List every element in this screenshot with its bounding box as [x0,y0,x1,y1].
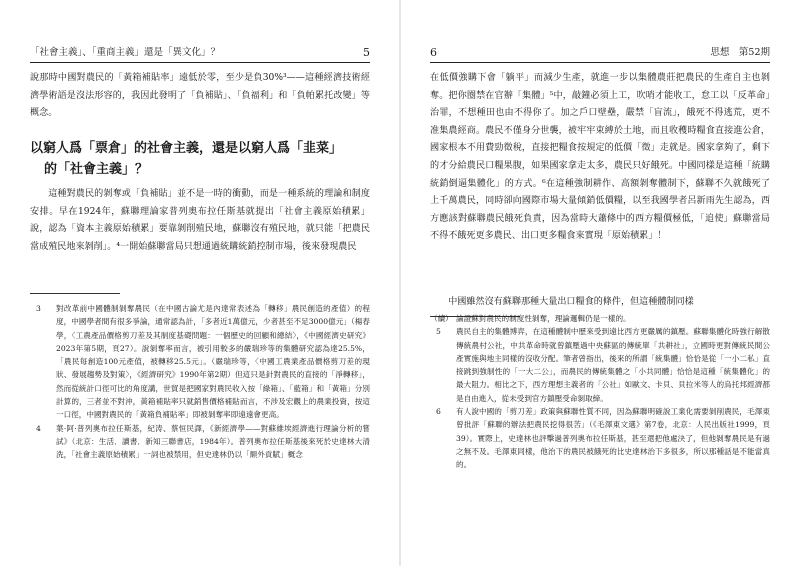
right-main-paragraph: 在低價強購下會「躺平」而減少生產，就進一步以集體農莊把農民的生產自主也剝奪。把你圈禁在官辦「集體」⁵中，敲鐘必須上工，吹哨才能收工，怠工以「反革命」治罪，不想種田也由不得你了。加之戶口壁壘，嚴禁「盲流」，餓死不得逃荒，更不准集農經商。農民不僅身分世襲，被牢牢束縛於土地，而且收穫時糧食直接進公倉，國家根本不用費勁徵稅，直接把糧食按規定的低價「徵」走就是。國家拿夠了，剩下的才分給農民口糧果腹，如果國家拿走太多，農民只好餓死。中國同樣是這種「統購統銷倒逼集體化」的方式。⁶在這種強制耕作、高額剝奪體制下，蘇聯不久就餓死了上千萬農民，同時卻向國際市場大量傾銷低價糧，以至我國學者呂新雨先生認為，西方應該對蘇聯農民餓死負責，因為當時大蕭條中的西方糧價極低，「追使」蘇聯當局不得不餓死更多農民、出口更多糧食來實現「原始積累」！ [430,73,770,242]
footnote [430,405,770,471]
continued-footnote [430,312,770,325]
footnote-number: 5 [436,327,441,337]
right-running-header [430,44,770,63]
left-page [30,0,370,566]
footnote-number: 4 [36,423,41,433]
right-header-title: 思想 第52期 [710,47,770,58]
footnote-text: 對改革前中國體制剝奪農民（在中國古論尤是內達常表述為「轉移」農民創造的產值）的程度，中國學者間有很多爭論，通常認為計，「多者近1萬億元，少者甚至不足3000億元」（楊春學，〈工農產品價格剪刀差及其制度基礎問題：一個歷史的回顧和總結〉，《中國經濟史研究》2023年第5期，頁27）。說剝奪率而言，被引用較多的嚴瑞珍等的集體研究認為達25.5%，「農民每創造100元產值，被轉移25.5元」。（嚴瑞珍等，〈中國工農業產品價格剪刀差的現狀、發展趨勢及對策〉，《經濟研究》1990年第2期）但這只是針對農民的直接的「淨轉移」，然而從統計口徑可比的角度講，世貿是把國家對農民收入按「綠箱」、「藍箱」和「黃箱」分別計算的，三者並不對沖，黃箱補貼率只就銷售價格補貼而言，不涉及宏觀上的農業投資，按這一口徑，中國對農民的「黃箱負補貼率」即被剝奪率即遠遠會更高。 [56,304,370,420]
gutter-shadow [399,0,401,566]
section-heading-line1: 以窮人爲「票倉」的社會主義，還是以窮人爲「韭菜」 [30,141,343,156]
footnote-text: 有人說中國的「剪刀差」政策與蘇聯性質不同，因為蘇聯明確說工業化需要剝削農民，毛澤東曾批評「蘇聯的辦法把農民挖得很苦」（《毛澤東文選》第7卷，北京：人民出版社1999，頁39）。實際上，史達林也評擊過普列奧布拉任斯基，甚至還把他處決了，但他剝奪農民是有過之無不及。毛澤東同樣，他治下的農民被餓死的比史達林治下多很多，所以那種話是不能當真的。 [456,407,770,470]
footnote [30,422,370,462]
left-running-header [30,44,370,63]
footnote-number: 6 [436,407,441,417]
continued-label: （續） [430,314,453,323]
right-page [430,0,770,566]
continued-text: 論證蘇對農民的制度性剝奪，理論邏輯仍是一樣的。 [456,314,631,323]
footnote [30,302,370,422]
footnote-text: 葉·阿·普列奧布拉任斯基，紀涛、蔡恒民譯，《新經濟學——對蘇維埃經濟進行理論分析的嘗試》（北京：生活．讀書．新知三聯書店，1984年）。普列奧布拉任斯基後來死於史達林大清洗，「社會主義原始積累」一詞也被禁用，但史達林仍以「額外貢賦」概念 [56,423,370,460]
section-heading-line2: 的「社會主義」？ [44,162,149,177]
left-page-number: 5 [363,46,370,59]
left-main-paragraph: 這種對農民的剝奪或「負補貼」並不是一時的衝動，而是一種系統的理論和制度安排。早在1924年，蘇聯理論家普列奧布拉任斯基就提出「社會主義原始積累」說，認為「資本主義原始積累」要靠剝削殖民地，蘇聯沒有殖民地，就只能「把農民當成殖民地來剝削」。⁴一開始蘇聯當局只想通過統購統銷控制市場，後來發現農民 [30,189,370,252]
left-footnotes [30,302,370,462]
footnote-number: 3 [36,304,41,313]
footnote-text: 農民自主的集體博弈，在這種體制中歷來受到遠比西方更嚴厲的鎮壓。蘇聯集體化時強行解散傳統農村公社，中共革命時就曾鎮壓過中央蘇區的傳統單「共耕社」，立國時更對傳統民間公產實施與地主同樣的沒收分配。筆者曾指出，後來的所謂「統集體」恰恰是從「一小二私」直接跳到強制性的「一大二公」，而農民的傳統集體之「小共同體」恰恰是這種「統集體化」的最大阻力。相比之下，西方理想主義者的「公社」如歐文、卡貝、貝拉米等人的烏托邦經濟都是自由進入，從未受到官方鎮壓受命剝取締。 [456,327,770,403]
right-footnotes [430,312,770,472]
left-header-title: 「社會主義」、「重商主義」還是「異文化」？ [30,47,221,58]
footnote-rule [30,293,120,294]
footnote [430,325,770,405]
right-second-paragraph: 中國雖然沒有蘇聯那種大量出口糧食的條件，但這種體制同樣 [448,297,694,307]
left-opening-paragraph: 說那時中國對農民的「黃箱補貼率」遠低於零，至少是負30%³——這種經濟技術經濟學術語是沒法形容的，我因此發明了「負補貼」、「負福利」和「負帕累托改變」等概念。 [30,73,370,119]
right-page-number: 6 [430,46,437,59]
section-heading [30,138,370,180]
